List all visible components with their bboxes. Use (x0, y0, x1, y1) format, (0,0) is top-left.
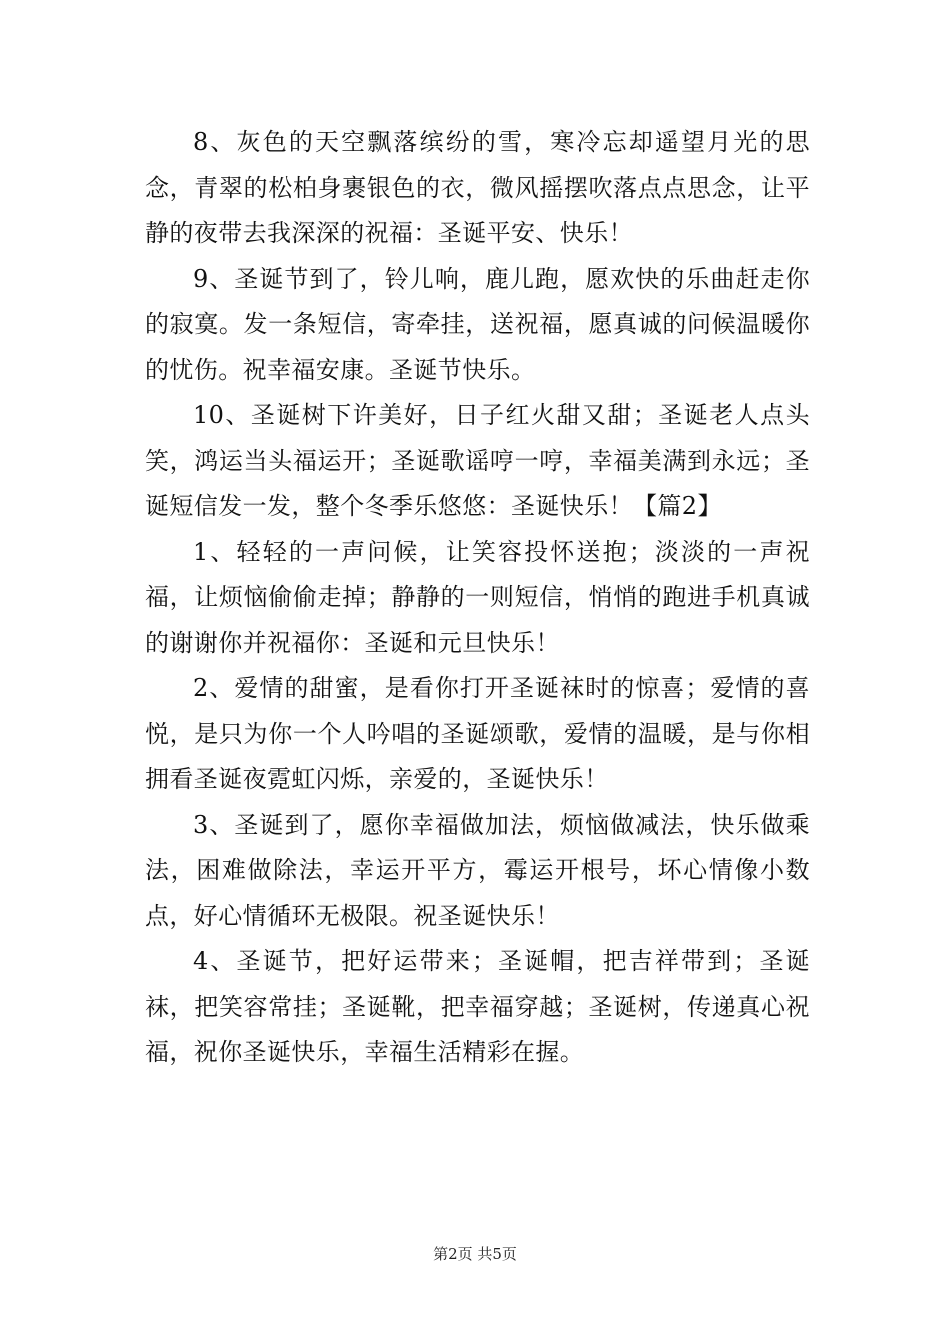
document-body (145, 120, 810, 1076)
paragraph: 10、圣诞树下许美好，日子红火甜又甜；圣诞老人点头笑，鸿运当头福运开；圣诞歌谣哼一哼，幸福美满到永远；圣诞短信发一发，整个冬季乐悠悠：圣诞快乐！【篇2】 (145, 401, 810, 520)
paragraph: 1、轻轻的一声问候，让笑容投怀送抱；淡淡的一声祝福，让烦恼偷偷走掉；静静的一则短信，悄悄的跑进手机真诚的谢谢你并祝福你：圣诞和元旦快乐！ (145, 537, 810, 657)
paragraph: 2、爱情的甜蜜，是看你打开圣诞袜时的惊喜；爱情的喜悦，是只为你一个人吟唱的圣诞颂歌，爱情的温暖，是与你相拥看圣诞夜霓虹闪烁，亲爱的，圣诞快乐！ (145, 674, 810, 793)
paragraph: 9、圣诞节到了，铃儿响，鹿儿跑，愿欢快的乐曲赶走你的寂寞。发一条短信，寄牵挂，送祝福，愿真诚的问候温暖你的忧伤。祝幸福安康。圣诞节快乐。 (145, 264, 810, 384)
paragraph: 4、圣诞节，把好运带来；圣诞帽，把吉祥带到；圣诞袜，把笑容常挂；圣诞靴，把幸福穿越；圣诞树，传递真心祝福，祝你圣诞快乐，幸福生活精彩在握。 (145, 947, 810, 1066)
page-number-footer: 第2页 共5页 (433, 1245, 517, 1263)
paragraph: 3、圣诞到了，愿你幸福做加法，烦恼做减法，快乐做乘法，困难做除法，幸运开平方，霉运开根号，坏心情像小数点，好心情循环无极限。祝圣诞快乐！ (145, 810, 810, 930)
paragraph: 8、灰色的天空飘落缤纷的雪，寒冷忘却遥望月光的思念，青翠的松柏身裹银色的衣，微风摇摆吹落点点思念，让平静的夜带去我深深的祝福：圣诞平安、快乐！ (145, 128, 810, 247)
